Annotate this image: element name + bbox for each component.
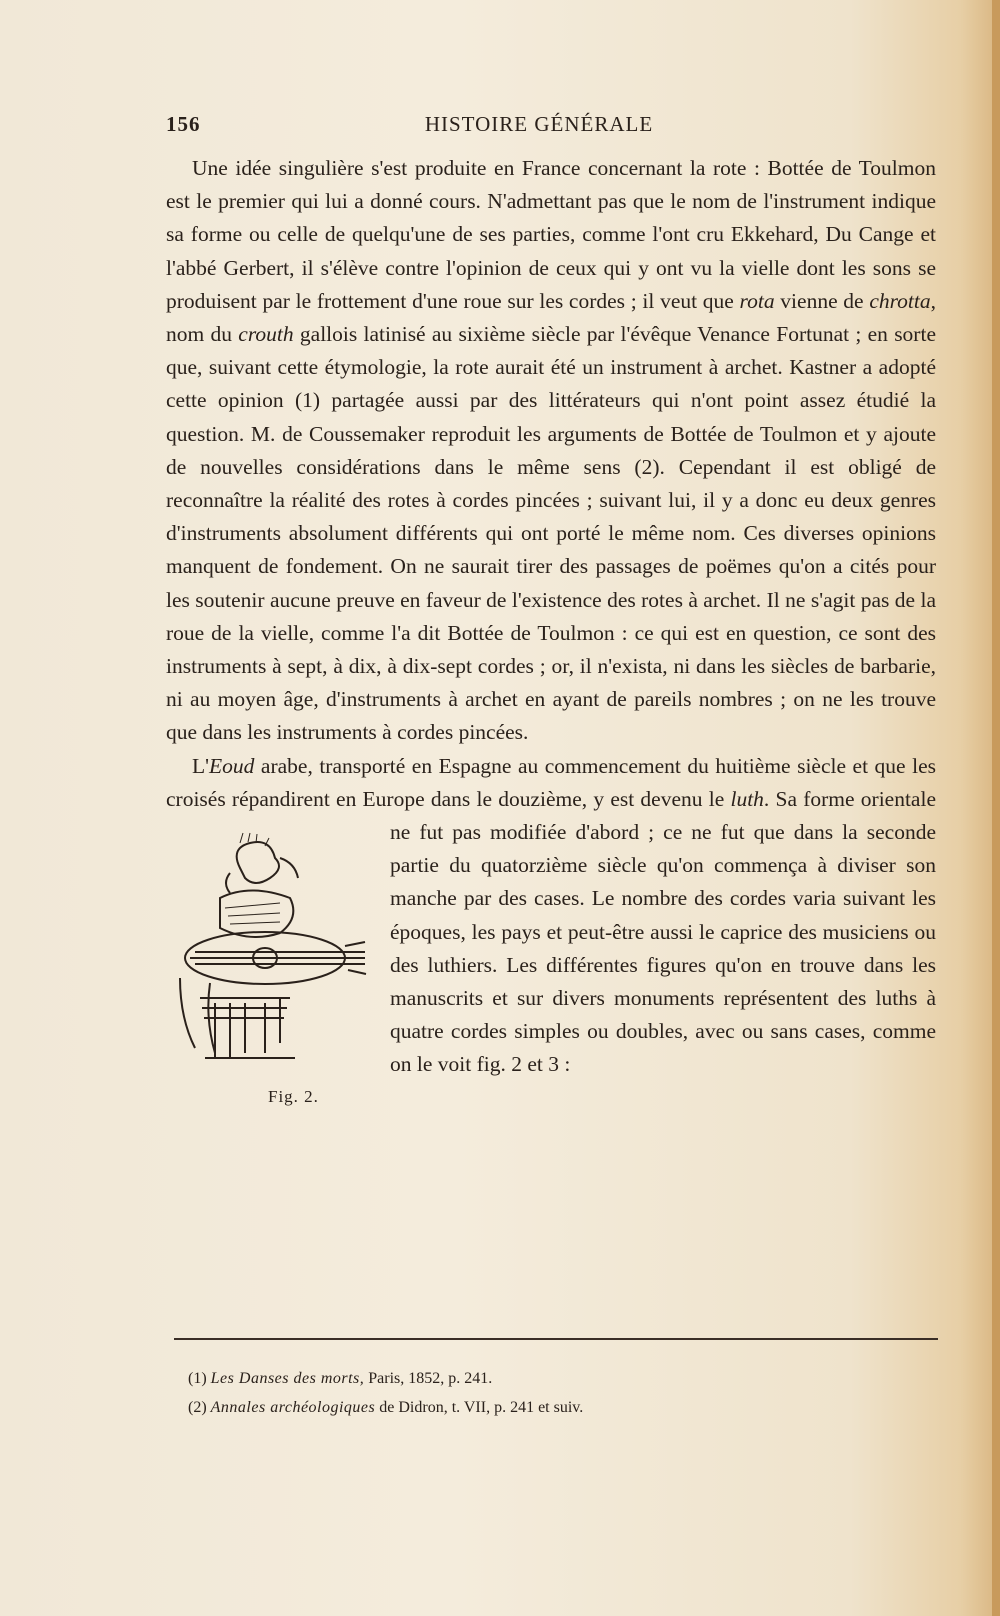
footnote-2-text: de Didron, t. VII, p. 241 et suiv.: [375, 1399, 584, 1416]
footnote-rule: [174, 1338, 938, 1340]
body-text: [166, 152, 936, 1122]
paragraph-1-text-a: Une idée singulière s'est produite en France concernant la rote : Bottée de Toulmon est le premier qui lui a donné cours. N'admettant pas que le nom de l'instrument indique sa forme ou celle de quelqu'une de ses parties, comme l'ont cru Ekkehard, Du Cange et l'abbé Gerbert, il s'élève contre l'opinion de ceux qui y ont vu la vielle dont les sons se produisent par le frottement d'une roue sur les cordes ; il veut que: [166, 156, 936, 313]
paragraph-1: [166, 152, 936, 750]
footnote-1: [188, 1364, 948, 1393]
paragraph-1-text-b: vienne de: [774, 288, 870, 313]
lute-player-engraving-icon: [170, 828, 370, 1068]
italic-luth: luth: [730, 786, 764, 811]
footnote-2: [188, 1393, 948, 1422]
italic-chrotta: chrotta: [869, 288, 931, 313]
page-edge: [992, 0, 1000, 1616]
footnote-2-marker: (2): [188, 1399, 207, 1416]
paragraph-1-text-d: gallois latinisé au sixième siècle par l'évêque Venance Fortunat ; en sorte que, suivant cette étymologie, la rote aurait été un instrument à archet. Kastner a adopté cette opinion (1) partagée aussi par des littérateurs qui n'ont point assez étudié la question. M. de Coussemaker reproduit les arguments de Bottée de Toulmon et y ajoute de nouvelles considérations dans le même sens (2). Cependant il est obligé de reconnaître la réalité des rotes à cordes pincées ; suivant lui, il y a donc eu deux genres d'instruments absolument différents qui ont porté le même nom. Ces diverses opinions manquent de fondement. On ne saurait tirer des passages de poëmes qu'on a cités pour les soutenir aucune preuve en faveur de l'existence des rotes à archet. Il ne s'agit pas de la roue de la vielle, comme l'a dit Bottée de Toulmon : ce qui est en question, ce sont des instruments à sept, à dix, à dix-sept cordes ; or, il n'exista, ni dans les siècles de barbarie, ni au moyen âge, d'instruments à archet en ayant de pareils nombres ; on ne les trouve que dans les instruments à cordes pincées.: [166, 322, 936, 745]
footnote-1-text: Paris, 1852, p. 241.: [364, 1370, 493, 1387]
footnotes: [188, 1364, 948, 1422]
page-number: 156: [166, 112, 201, 136]
footnote-1-marker: (1): [188, 1370, 207, 1387]
footnote-1-title: Les Danses des morts,: [210, 1370, 365, 1387]
paragraph-2-text-b: . Sa forme orientale ne fut pas modifiée d'abord ; ce ne fut que dans la seconde partie du quatorzième siècle qu'on commença à diviser son manche par des cases. Le nombre des cordes varia suivant les époques, les pays et peut-être aussi le caprice des musiciens ou des luthiers. Les différentes figures qu'on en trouve dans les manuscrits et sur divers monuments représentent des luths à quatre cordes simples ou doubles, avec ou sans cases, comme on le voit fig. 2 et 3 :: [390, 786, 936, 1077]
italic-crouth: crouth: [238, 322, 294, 347]
figure-caption: Fig. 2.: [268, 1087, 319, 1107]
paragraph-2-lead: L': [192, 753, 210, 778]
paragraph-2: [166, 750, 936, 1107]
paragraph-2-text-a: arabe, transporté en Espagne au commencement du huitième siècle et que les croisés répandirent en Europe dans le douzième, y est devenu le: [166, 753, 936, 811]
italic-eoud: Eoud: [209, 753, 255, 778]
running-title: HISTOIRE GÉNÉRALE: [424, 112, 654, 136]
paragraph-1-text-c: , nom du: [166, 288, 936, 347]
italic-rota: rota: [739, 288, 775, 313]
figure-2: [166, 822, 376, 1122]
footnote-2-title: Annales archéologiques: [210, 1399, 376, 1416]
